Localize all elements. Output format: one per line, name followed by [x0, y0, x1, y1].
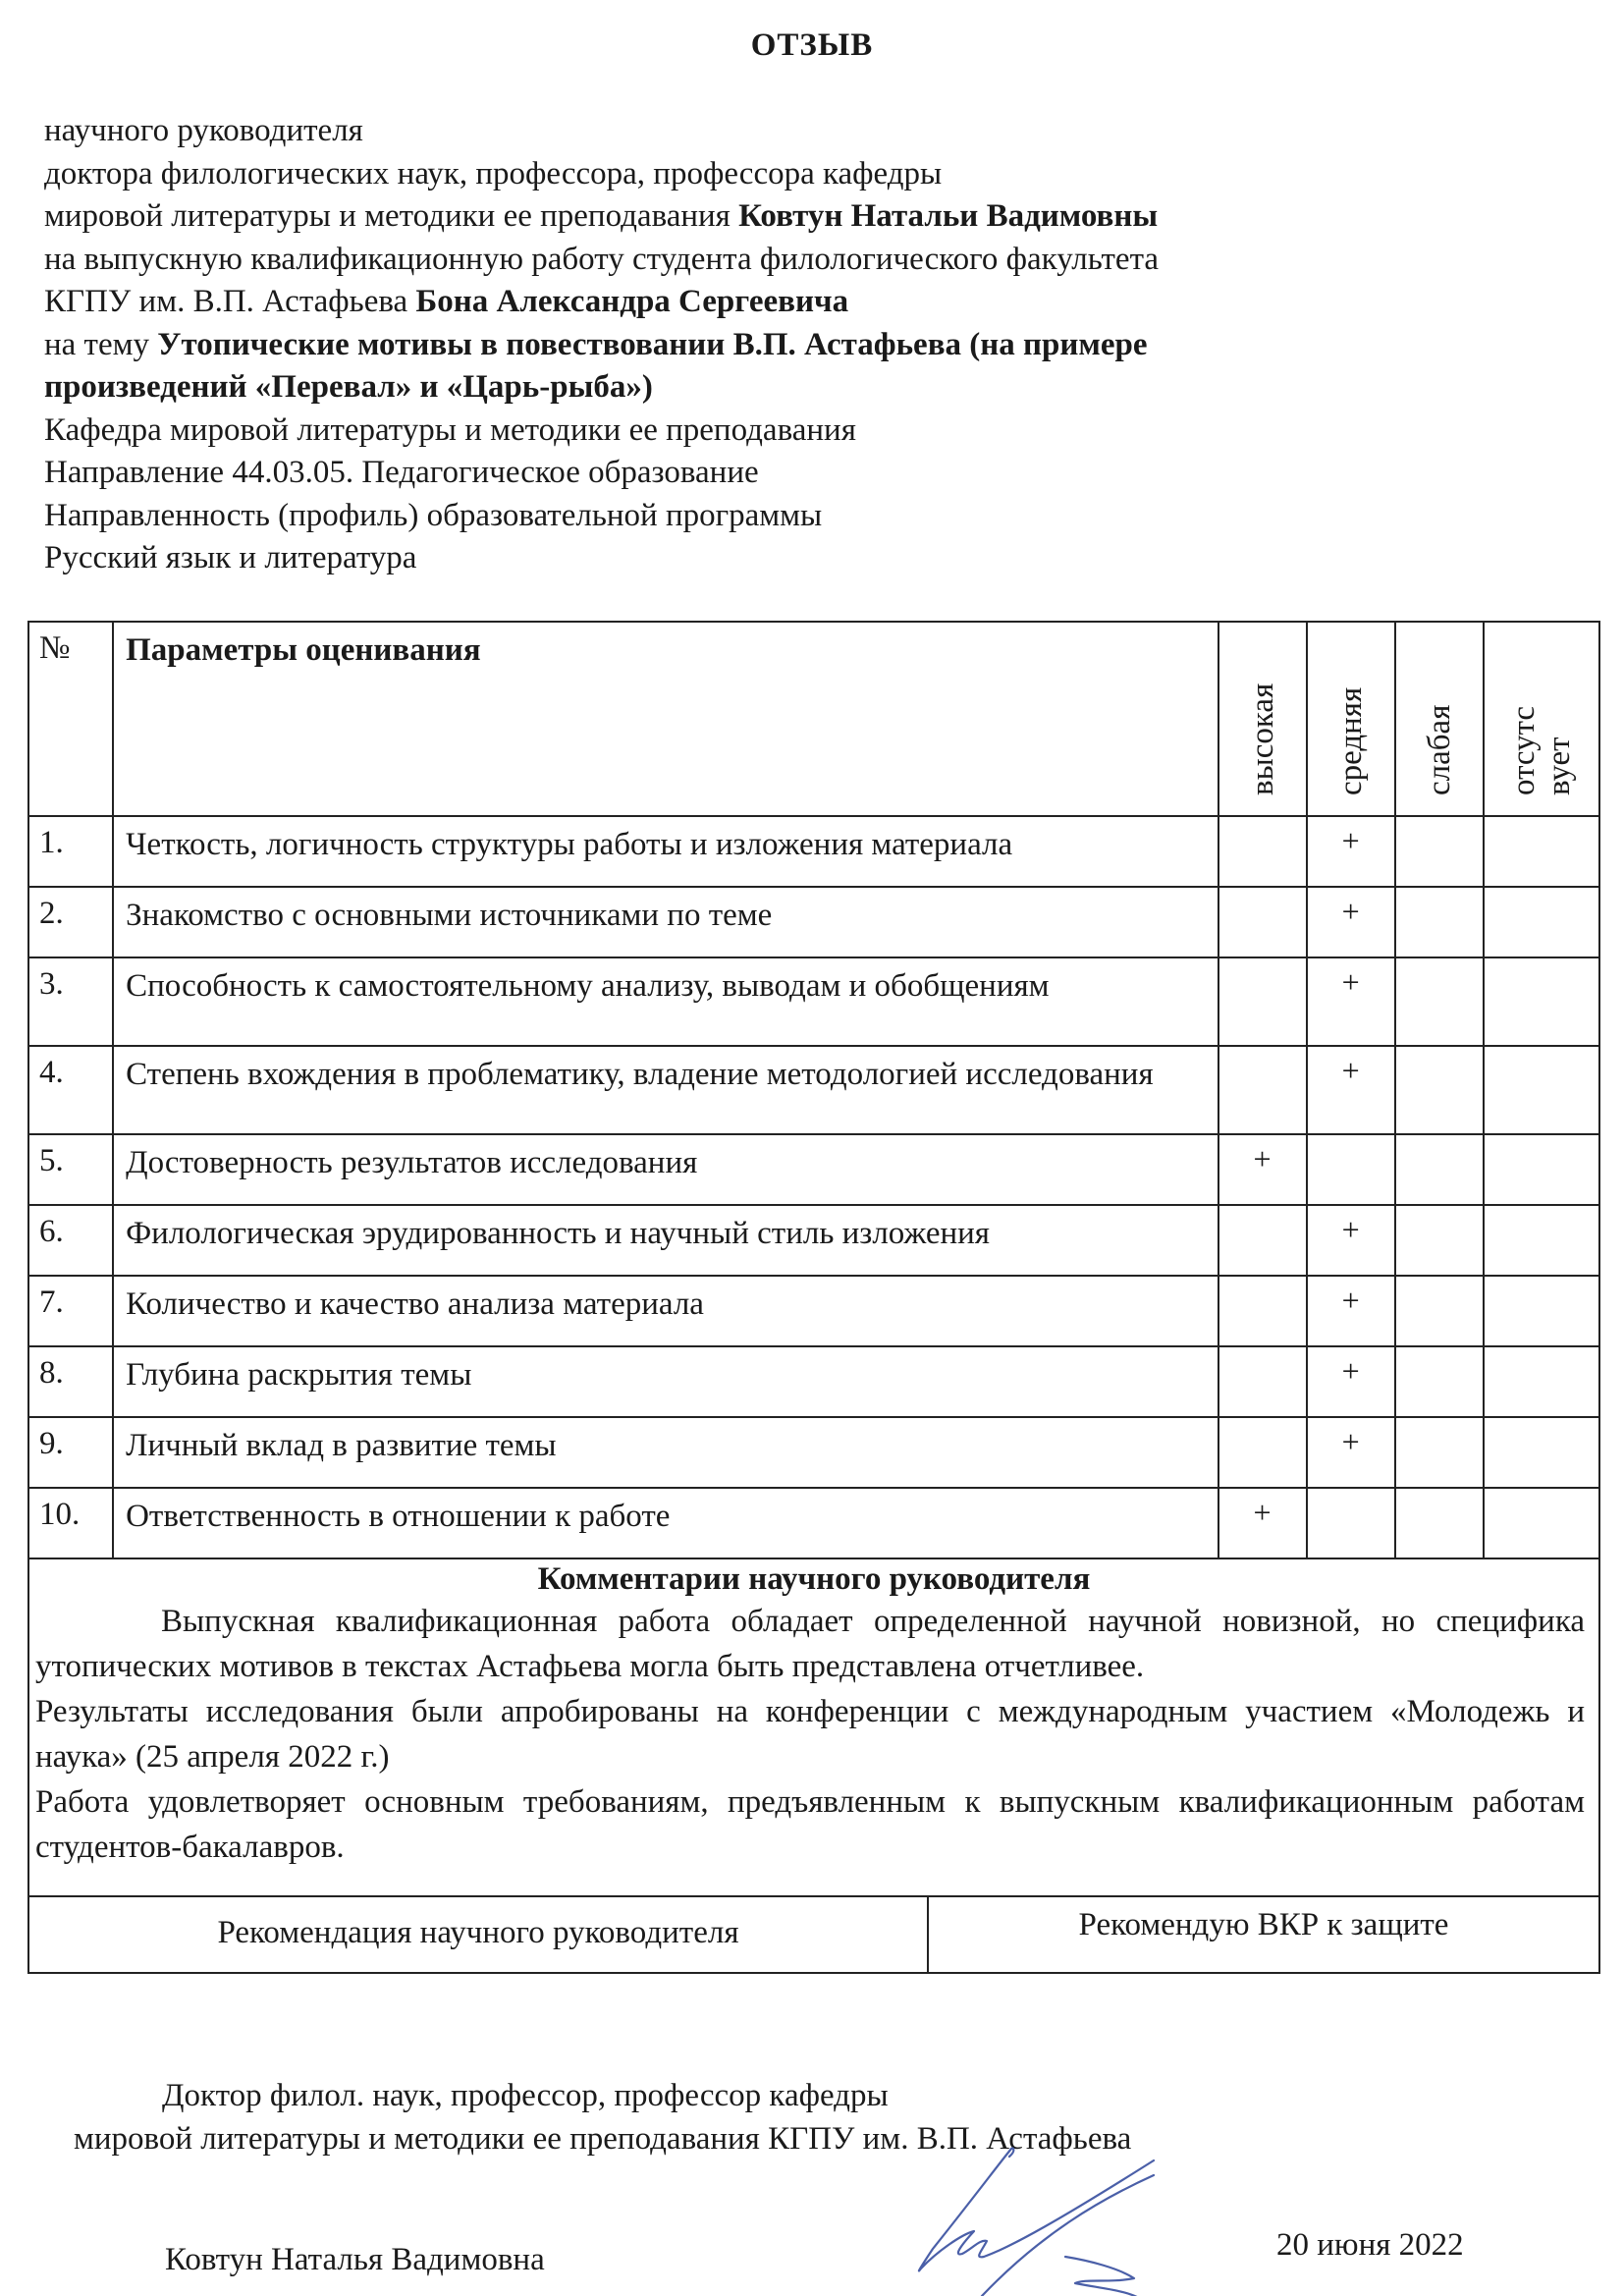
recommendation-row: [27, 1895, 1600, 1974]
row-parameter: Четкость, логичность структуры работы и изложения материала: [113, 816, 1218, 887]
rating-mark: +: [1341, 1283, 1360, 1318]
table-row: [28, 816, 1599, 887]
rating-cell-weak: [1395, 1046, 1484, 1134]
rating-cell-absent: [1484, 816, 1599, 887]
rating-cell-high: [1218, 887, 1307, 957]
rating-cell-medium: [1307, 816, 1395, 887]
signer-position-line1: Доктор филол. наук, профессор, профессор кафедры: [162, 2078, 889, 2113]
comment-paragraph: Выпускная квалификационная работа обладает определенной научной новизной, но специфика утопических мотивов в текстах Астафьева могла быть представлена отчетливее.: [35, 1604, 1585, 1684]
row-number: 4.: [28, 1046, 113, 1134]
table-header-row: [28, 622, 1599, 816]
header-num: №: [28, 622, 113, 816]
table-row: [28, 1205, 1599, 1276]
intro-line: на выпускную квалификационную работу студента филологического факультета: [44, 241, 1160, 277]
rating-cell-weak: [1395, 1276, 1484, 1346]
rating-mark: +: [1341, 1212, 1360, 1247]
rating-cell-high: [1218, 1134, 1307, 1205]
row-parameter: Знакомство с основными источниками по теме: [113, 887, 1218, 957]
rating-cell-weak: [1395, 816, 1484, 887]
intro-text: мировой литературы и методики ее преподавания: [44, 198, 739, 234]
rating-cell-absent: [1484, 1346, 1599, 1417]
rating-cell-medium: [1307, 887, 1395, 957]
signature-date: 20 июня 2022: [1276, 2227, 1464, 2263]
row-number: 8.: [28, 1346, 113, 1417]
rating-cell-high: [1218, 1276, 1307, 1346]
rating-cell-high: [1218, 1346, 1307, 1417]
header-medium-label: средняя: [1332, 686, 1369, 795]
rating-cell-medium: [1307, 1205, 1395, 1276]
rating-cell-weak: [1395, 1205, 1484, 1276]
intro-line: доктора филологических наук, профессора, профессора кафедры: [44, 155, 943, 191]
rating-mark: +: [1341, 1353, 1360, 1389]
comment-paragraph: Работа удовлетворяет основным требованиям, предъявленным к выпускным квалификационным работам студентов-бакалавров.: [35, 1784, 1585, 1865]
rating-cell-weak: [1395, 1488, 1484, 1558]
intro-line: Направленность (профиль) образовательной программы: [44, 497, 823, 533]
header-absent: [1484, 622, 1599, 816]
rating-cell-high: [1218, 1046, 1307, 1134]
table-row: [28, 957, 1599, 1046]
intro-line: [44, 366, 1576, 410]
rating-cell-absent: [1484, 1134, 1599, 1205]
rating-cell-high: [1218, 1205, 1307, 1276]
table-row: [28, 1417, 1599, 1488]
intro-text: на тему: [44, 326, 158, 362]
row-number: 5.: [28, 1134, 113, 1205]
row-number: 3.: [28, 957, 113, 1046]
thesis-topic-cont: произведений «Перевал» и «Царь-рыба»): [44, 369, 653, 405]
rating-cell-weak: [1395, 1417, 1484, 1488]
intro-line: [44, 324, 1576, 367]
comments-section: [27, 1556, 1600, 1895]
thesis-topic: Утопические мотивы в повествовании В.П. Астафьева (на примере: [157, 326, 1148, 362]
signature-stroke: [982, 2175, 1154, 2296]
intro-line: Русский язык и литература: [44, 540, 417, 575]
row-number: 10.: [28, 1488, 113, 1558]
row-number: 9.: [28, 1417, 113, 1488]
student-name: Бона Александра Сергеевича: [415, 284, 849, 319]
evaluation-table: [27, 621, 1600, 1559]
recommendation-value: Рекомендую ВКР к защите: [1078, 1907, 1449, 1942]
handwritten-signature: [864, 2141, 1159, 2296]
rating-cell-absent: [1484, 1417, 1599, 1488]
rating-mark: +: [1253, 1141, 1272, 1176]
rating-cell-absent: [1484, 1046, 1599, 1134]
intro-line: Направление 44.03.05. Педагогическое образование: [44, 455, 759, 490]
row-parameter: Достоверность результатов исследования: [113, 1134, 1218, 1205]
table-row: [28, 1276, 1599, 1346]
rating-cell-medium: [1307, 957, 1395, 1046]
row-number: 2.: [28, 887, 113, 957]
rating-mark: +: [1341, 964, 1360, 1000]
rating-cell-high: [1218, 1417, 1307, 1488]
rating-cell-high: [1218, 1488, 1307, 1558]
table-row: [28, 1488, 1599, 1558]
header-weak-label: слабая: [1421, 704, 1457, 795]
signer-position-line2: мировой литературы и методики ее преподавания КГПУ им. В.П. Астафьева: [74, 2121, 1132, 2157]
rating-cell-weak: [1395, 1134, 1484, 1205]
comments-title: Комментарии научного руководителя: [537, 1561, 1091, 1597]
rating-cell-medium: [1307, 1346, 1395, 1417]
rating-cell-absent: [1484, 1276, 1599, 1346]
row-parameter: Ответственность в отношении к работе: [113, 1488, 1218, 1558]
header-high-label: высокая: [1244, 683, 1280, 795]
row-number: 6.: [28, 1205, 113, 1276]
rating-cell-high: [1218, 816, 1307, 887]
document-intro: [44, 110, 1576, 580]
row-parameter: Глубина раскрытия темы: [113, 1346, 1218, 1417]
document-title: ОТЗЫВ: [750, 27, 874, 63]
intro-line: [44, 281, 1576, 324]
intro-text: КГПУ им. В.П. Астафьева: [44, 284, 416, 319]
table-row: [28, 1346, 1599, 1417]
rating-mark: +: [1253, 1495, 1272, 1530]
rating-mark: +: [1341, 1053, 1360, 1088]
row-number: 1.: [28, 816, 113, 887]
row-number: 7.: [28, 1276, 113, 1346]
header-high: [1218, 622, 1307, 816]
comment-paragraph: Результаты исследования были апробированы на конференции с международным участием «Молодежь и наука» (25 апреля 2022 г.): [35, 1694, 1585, 1775]
signer-name: Ковтун Наталья Вадимовна: [165, 2242, 545, 2277]
rating-cell-absent: [1484, 1488, 1599, 1558]
row-parameter: Степень вхождения в проблематику, владение методологией исследования: [113, 1046, 1218, 1134]
rating-cell-medium: [1307, 1276, 1395, 1346]
rating-cell-medium: [1307, 1134, 1395, 1205]
rating-cell-weak: [1395, 957, 1484, 1046]
header-weak: [1395, 622, 1484, 816]
rating-cell-weak: [1395, 1346, 1484, 1417]
intro-line: научного руководителя: [44, 113, 363, 148]
rating-cell-absent: [1484, 1205, 1599, 1276]
row-parameter: Личный вклад в развитие темы: [113, 1417, 1218, 1488]
table-row: [28, 1046, 1599, 1134]
rating-cell-medium: [1307, 1417, 1395, 1488]
header-medium: [1307, 622, 1395, 816]
rating-mark: +: [1341, 1424, 1360, 1459]
rating-cell-medium: [1307, 1046, 1395, 1134]
table-row: [28, 1134, 1599, 1205]
rating-cell-high: [1218, 957, 1307, 1046]
rating-cell-weak: [1395, 887, 1484, 957]
row-parameter: Способность к самостоятельному анализу, выводам и обобщениям: [113, 957, 1218, 1046]
row-parameter: Филологическая эрудированность и научный стиль изложения: [113, 1205, 1218, 1276]
rating-mark: +: [1341, 823, 1360, 858]
table-row: [28, 887, 1599, 957]
header-absent-label: отсутс вует: [1505, 705, 1577, 795]
rating-mark: +: [1341, 894, 1360, 929]
rating-cell-absent: [1484, 957, 1599, 1046]
header-param: Параметры оценивания: [113, 622, 1218, 816]
signature-stroke: [919, 2149, 1154, 2270]
intro-line: Кафедра мировой литературы и методики ее преподавания: [44, 411, 856, 448]
row-parameter: Количество и качество анализа материала: [113, 1276, 1218, 1346]
supervisor-name: Ковтун Натальи Вадимовны: [738, 198, 1159, 234]
recommendation-label: Рекомендация научного руководителя: [29, 1897, 929, 1972]
signature-stroke: [1065, 2257, 1139, 2296]
rating-cell-absent: [1484, 887, 1599, 957]
rating-cell-medium: [1307, 1488, 1395, 1558]
intro-line: [44, 195, 1576, 239]
